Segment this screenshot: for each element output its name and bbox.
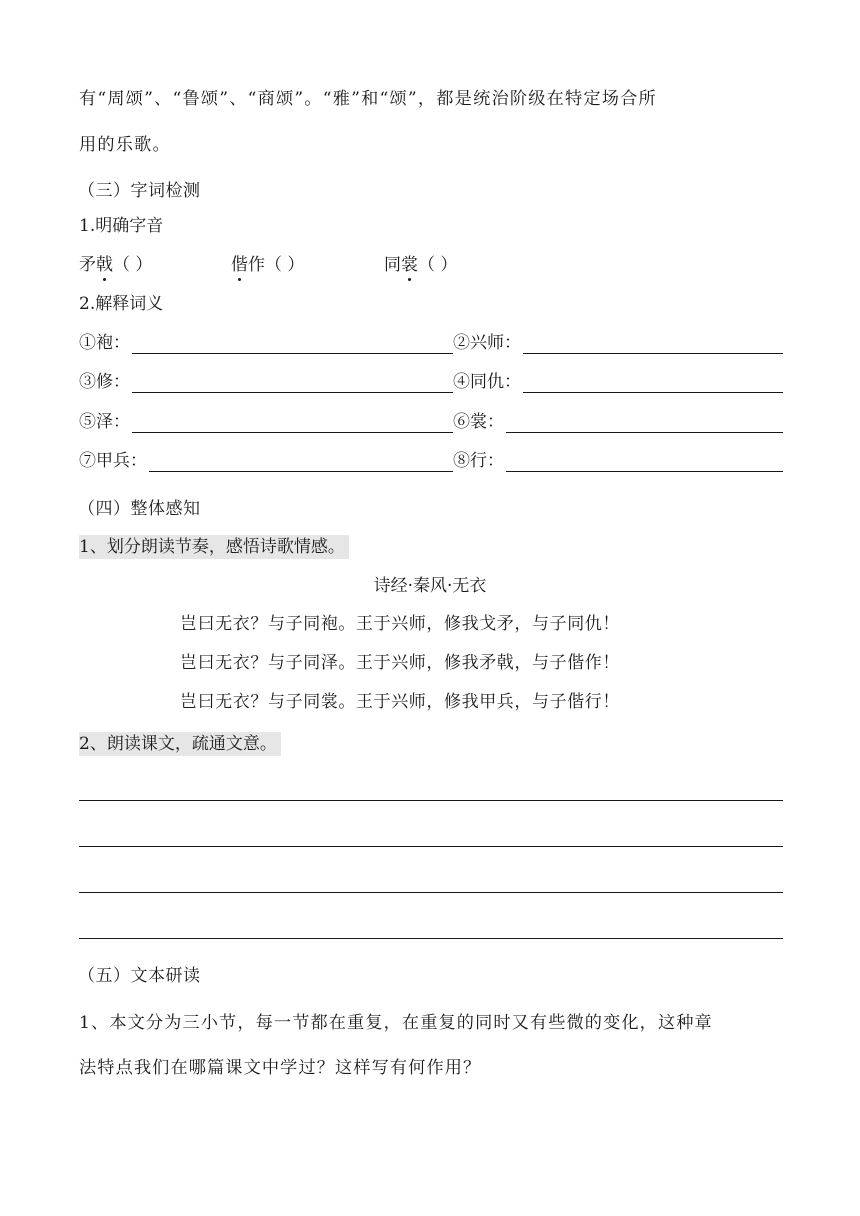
- question-1-line-1: 1、本文分为三小节，每一节都在重复，在重复的同时又有些微的变化，这种章: [79, 1013, 713, 1033]
- task-1: [79, 536, 349, 558]
- poem-line: 岂曰无衣？与子同裳。王于兴师，修我甲兵，与子偕行！: [180, 692, 620, 712]
- answer-line[interactable]: [132, 374, 453, 393]
- definition-field[interactable]: ②兴师：: [453, 330, 783, 354]
- definition-row: [79, 330, 783, 354]
- definition-row: [79, 409, 783, 433]
- answer-line[interactable]: [79, 892, 783, 893]
- definition-field[interactable]: ④同仇：: [453, 369, 783, 393]
- dotted-char: 偕: [231, 255, 248, 275]
- dotted-char: 裳: [401, 255, 418, 275]
- definition-row: [79, 369, 783, 393]
- section-4-title: （四）整体感知: [78, 499, 201, 519]
- task-1-text: 1、划分朗读节奏，感悟诗歌情感。: [79, 535, 349, 559]
- intro-line-2: 用的乐歌。: [79, 135, 171, 155]
- task-2: [79, 733, 281, 755]
- question-1-line-2: 法特点我们在哪篇课文中学过？这样写有何作用？: [79, 1058, 482, 1078]
- definition-field[interactable]: ①袍：: [79, 330, 453, 354]
- pronunciation-item-1: 矛戟（ ）: [79, 255, 153, 275]
- definition-field[interactable]: ⑦甲兵：: [79, 448, 453, 472]
- answer-line[interactable]: [79, 846, 783, 847]
- definition-field[interactable]: ③修：: [79, 369, 453, 393]
- intro-line-1: 有“周颂”、“鲁颂”、“商颂”。“雅”和“颂”，都是统治阶级在特定场合所: [79, 89, 657, 109]
- answer-line[interactable]: [132, 414, 453, 433]
- answer-line[interactable]: [132, 335, 453, 354]
- answer-line[interactable]: [79, 800, 783, 801]
- poem-line: 岂曰无衣？与子同袍。王于兴师，修我戈矛，与子同仇！: [180, 614, 620, 634]
- answer-line[interactable]: [506, 453, 783, 472]
- definition-heading: 2.解释词义: [79, 294, 164, 314]
- poem-line: 岂曰无衣？与子同泽。王于兴师，修我矛戟，与子偕作！: [180, 653, 620, 673]
- answer-line[interactable]: [523, 374, 783, 393]
- section-5-title: （五）文本研读: [78, 966, 201, 986]
- answer-line[interactable]: [149, 453, 453, 472]
- dotted-char: 戟: [96, 255, 113, 275]
- section-3-title: （三）字词检测: [78, 181, 201, 201]
- definition-field[interactable]: ⑧行：: [453, 448, 783, 472]
- definition-field[interactable]: ⑥裳：: [453, 409, 783, 433]
- answer-line[interactable]: [506, 414, 783, 433]
- pronunciation-item-2: 偕作（ ）: [231, 255, 305, 275]
- pronunciation-item-3: 同裳（ ）: [384, 255, 458, 275]
- definition-field[interactable]: ⑤泽：: [79, 409, 453, 433]
- poem-title: 诗经·秦风·无衣: [373, 576, 487, 596]
- definition-row: [79, 448, 783, 472]
- pronunciation-heading: 1.明确字音: [79, 216, 164, 236]
- answer-line[interactable]: [79, 938, 783, 939]
- answer-line[interactable]: [523, 335, 783, 354]
- task-2-text: 2、朗读课文，疏通文意。: [79, 732, 281, 756]
